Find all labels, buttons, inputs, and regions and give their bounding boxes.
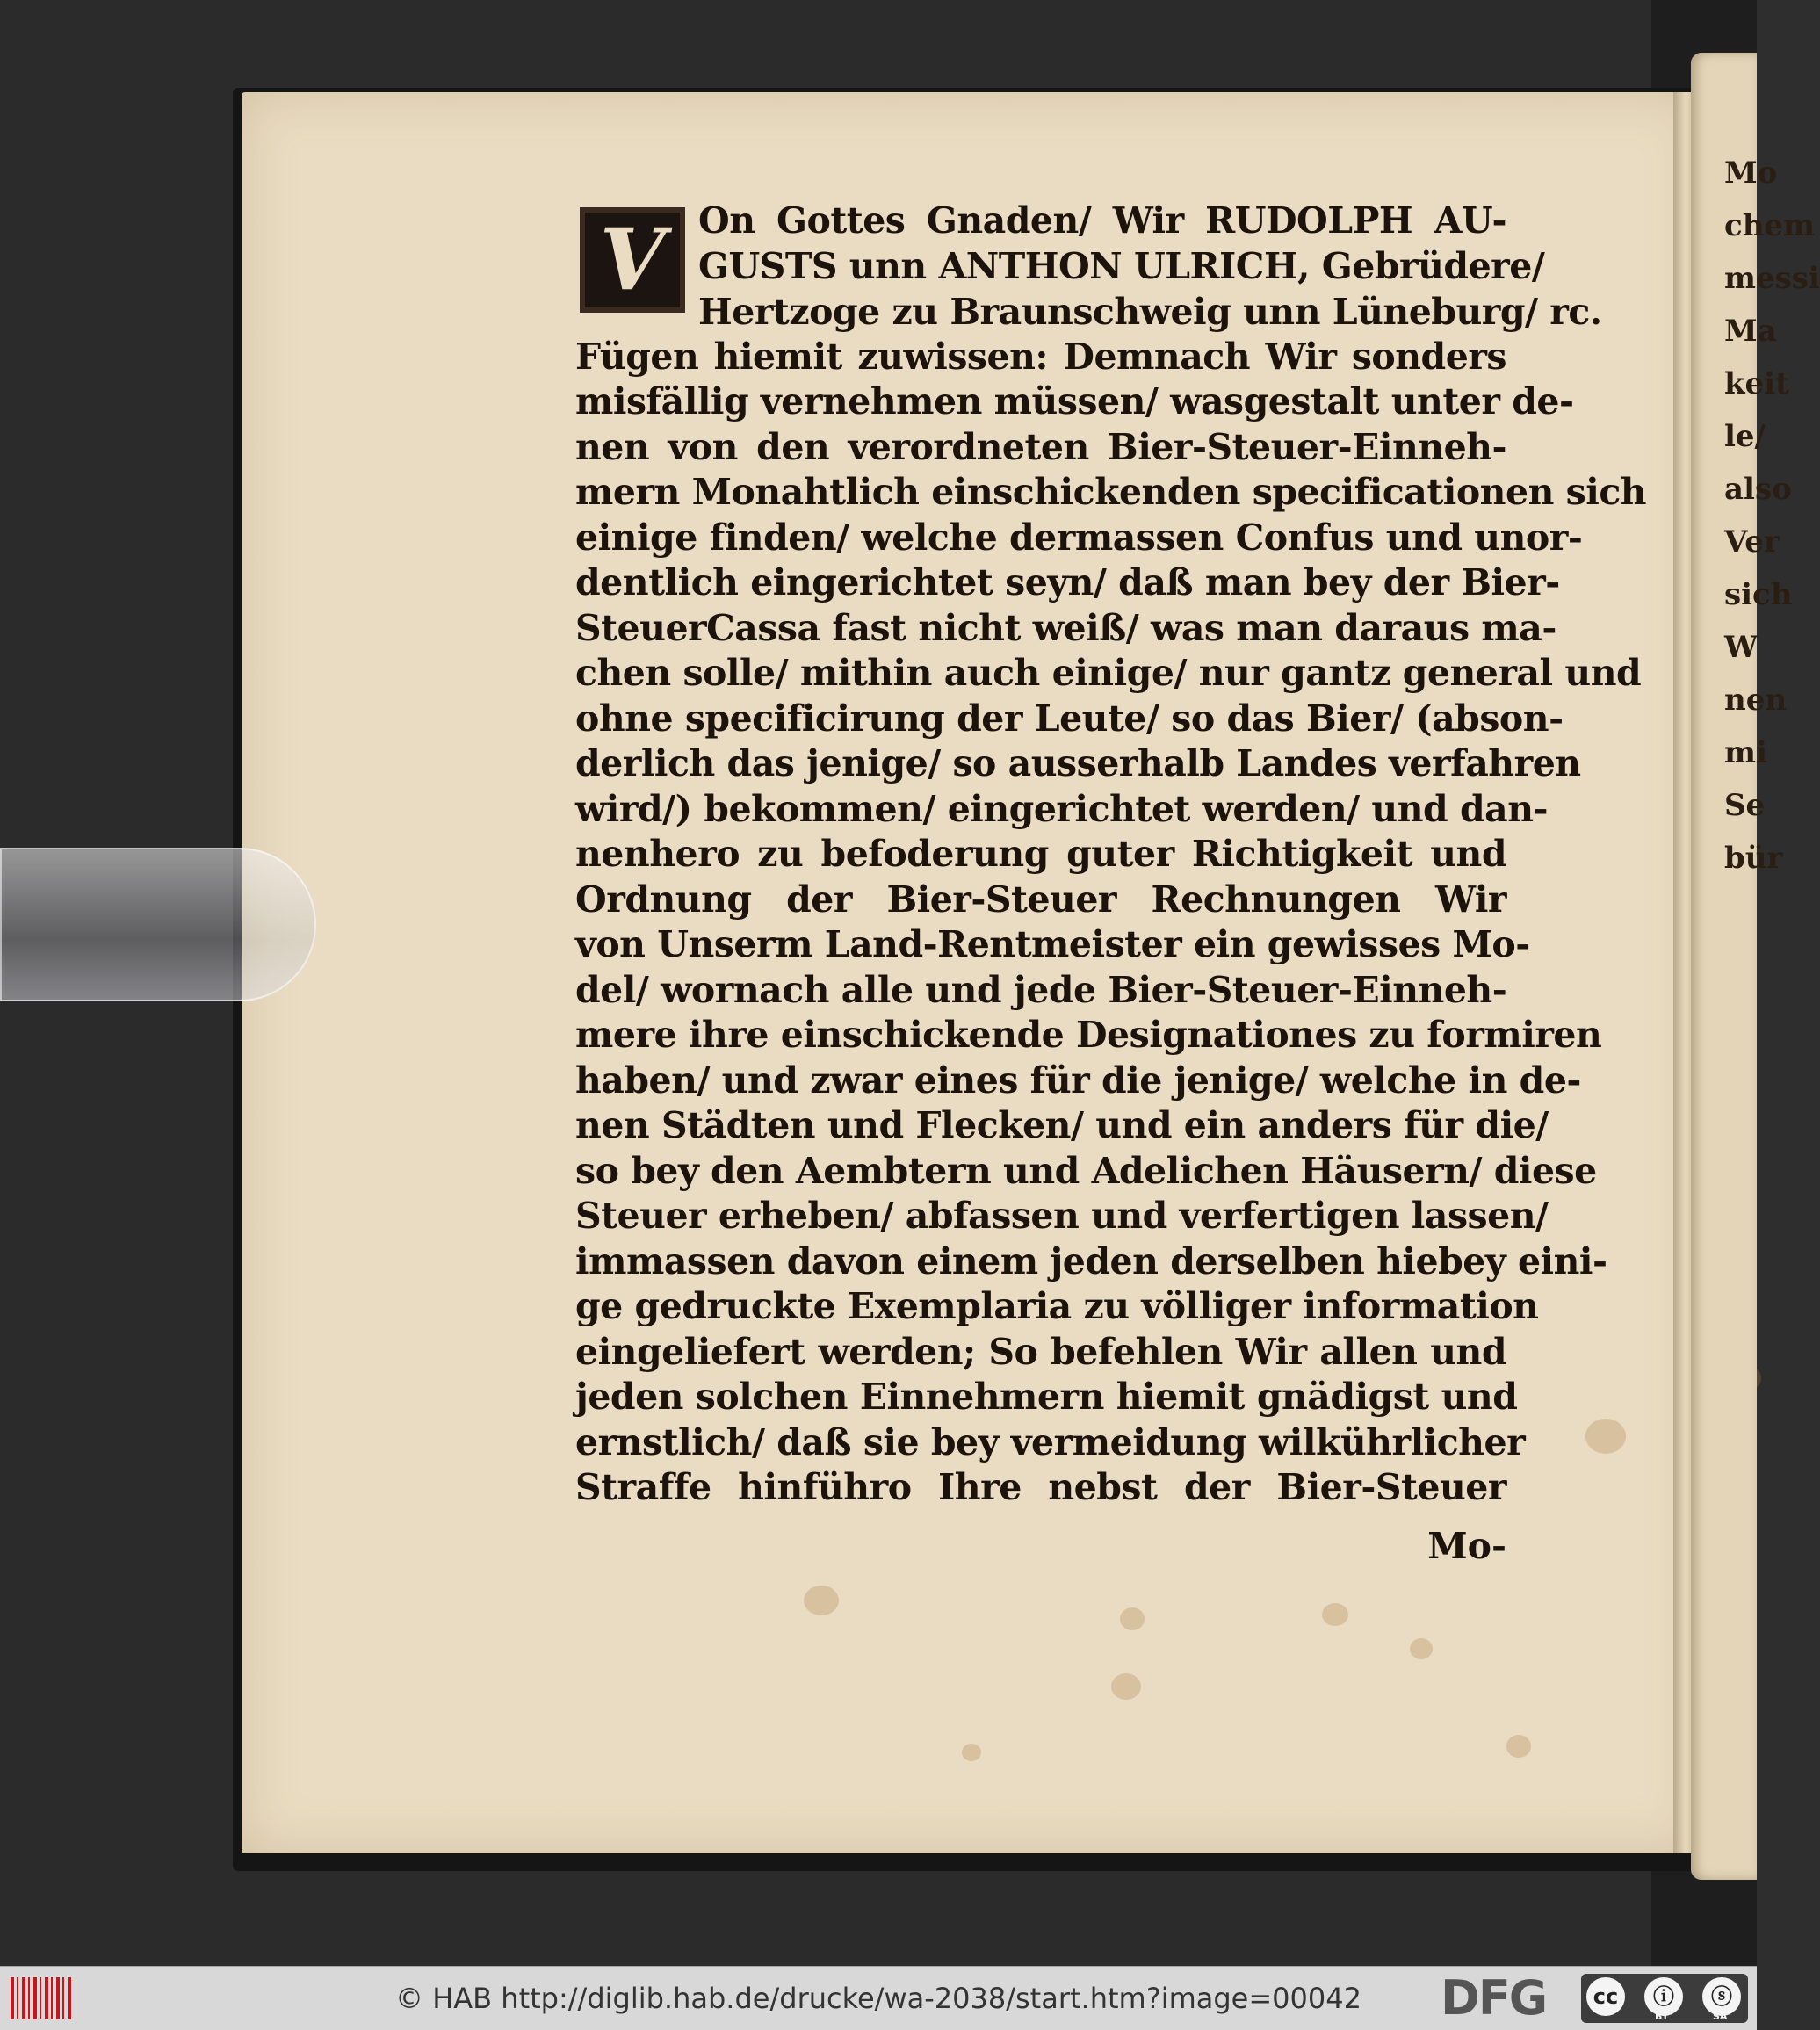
next-page-text: chem [1724, 208, 1816, 243]
decorated-initial [580, 207, 685, 313]
decorated-initial-letter: V [599, 210, 666, 309]
foxing-stain [1506, 1735, 1531, 1758]
next-page-text: sich [1724, 577, 1793, 612]
text-line: jeden solchen Einnehmern hiemit gnädigst und [575, 1376, 1518, 1418]
foxing-stain [1585, 1419, 1626, 1454]
share-alike-icon: ⓢ [1702, 1977, 1741, 2016]
text-line: von Unserm Land-Rentmeister ein gewisses Mo- [575, 923, 1530, 965]
text-line: Fügen hiemit zuwissen: Demnach Wir sonders [575, 336, 1506, 378]
text-line: nenhero zu befoderung guter Richtigkeit und [575, 833, 1506, 875]
glass-page-holder [0, 848, 316, 1001]
next-page-text: keit [1724, 366, 1789, 401]
text-line: ernstlich/ daß sie bey vermeidung wilkührlicher [575, 1421, 1526, 1463]
text-line: so bey den Aembtern und Adelichen Häusern/ diese [575, 1150, 1597, 1192]
sa-label: SA [1713, 2011, 1728, 2022]
next-page-text: Se [1724, 788, 1766, 823]
text-line: einige finden/ welche dermassen Confus und unor- [575, 517, 1583, 559]
by-label: BY [1655, 2011, 1669, 2022]
cc-license-badge[interactable] [1581, 1974, 1748, 2023]
next-page-edge [1691, 53, 1820, 1880]
next-page-text: nen [1724, 683, 1788, 718]
text-line: ge gedruckte Exemplaria zu völliger information [575, 1285, 1539, 1327]
text-line: Steuer erheben/ abfassen und verfertigen lassen/ [575, 1195, 1549, 1237]
next-page-text: Ver [1724, 524, 1780, 560]
foxing-stain [1111, 1673, 1141, 1700]
text-line: On Gottes Gnaden/ Wir RUDOLPH AU- [698, 199, 1506, 242]
text-line: derlich das jenige/ so ausserhalb Landes verfahren [575, 742, 1581, 784]
text-line: dentlich eingerichtet seyn/ daß man bey der Bier- [575, 561, 1560, 603]
next-page-text: also [1724, 472, 1792, 507]
text-line: nen von den verordneten Bier-Steuer-Einneh- [575, 426, 1506, 468]
copyright-credit[interactable]: © HAB http://diglib.hab.de/drucke/wa-2038/start.htm?image=00042 [395, 1982, 1361, 2015]
dfg-logo[interactable]: DFG [1441, 1970, 1547, 2026]
text-line: wird/) bekommen/ eingerichtet werden/ und dan- [575, 788, 1549, 830]
next-page-text: W [1724, 630, 1759, 665]
text-line: Ordnung der Bier-Steuer Rechnungen Wir [575, 878, 1506, 921]
next-page-text: Mo [1724, 155, 1778, 191]
text-line: mern Monahtlich einschickenden specificationen sich [575, 471, 1647, 513]
page-gutter [1673, 92, 1691, 1853]
text-line: Straffe hinführo Ihre nebst der Bier-Steuer [575, 1466, 1506, 1508]
next-page-text: mi [1724, 735, 1767, 770]
text-line: del/ wornach alle und jede Bier-Steuer-Einneh- [575, 969, 1507, 1011]
foxing-stain [1410, 1638, 1433, 1659]
next-page-text: le/ [1724, 419, 1766, 454]
text-line: SteuerCassa fast nicht weiß/ was man daraus ma- [575, 607, 1556, 649]
text-line: immassen davon einem jeden derselben hiebey eini- [575, 1240, 1607, 1282]
text-line: Hertzoge zu Braunschweig unn Lüneburg/ rc. [698, 291, 1602, 333]
text-line: nen Städten und Flecken/ und ein anders für die/ [575, 1104, 1549, 1146]
foxing-stain [1120, 1607, 1145, 1630]
text-line: chen solle/ mithin auch einige/ nur gantz general und [575, 652, 1642, 694]
text-line: misfällig vernehmen müssen/ wasgestalt unter de- [575, 380, 1574, 423]
text-line: haben/ und zwar eines für die jenige/ welche in de- [575, 1059, 1581, 1102]
text-line: eingeliefert werden; So befehlen Wir allen und [575, 1331, 1506, 1373]
text-line: ohne specificirung der Leute/ so das Bier/ (abson- [575, 697, 1564, 740]
text-line: GUSTS unn ANTHON ULRICH, Gebrüdere/ [698, 245, 1545, 287]
next-page-text: bür [1724, 841, 1783, 876]
cc-icon: cc [1586, 1977, 1625, 2016]
text-line: mere ihre einschickende Designationes zu formiren [575, 1014, 1602, 1056]
foxing-stain [804, 1586, 839, 1615]
foxing-stain [962, 1744, 981, 1761]
next-page-text: Ma [1724, 314, 1777, 349]
next-page-text: messi [1724, 261, 1820, 296]
by-attribution-icon: ⓘ [1644, 1977, 1683, 2016]
viewer-footer [0, 1966, 1757, 2030]
foxing-stain [1322, 1603, 1348, 1626]
catchword: Mo- [1427, 1525, 1506, 1567]
